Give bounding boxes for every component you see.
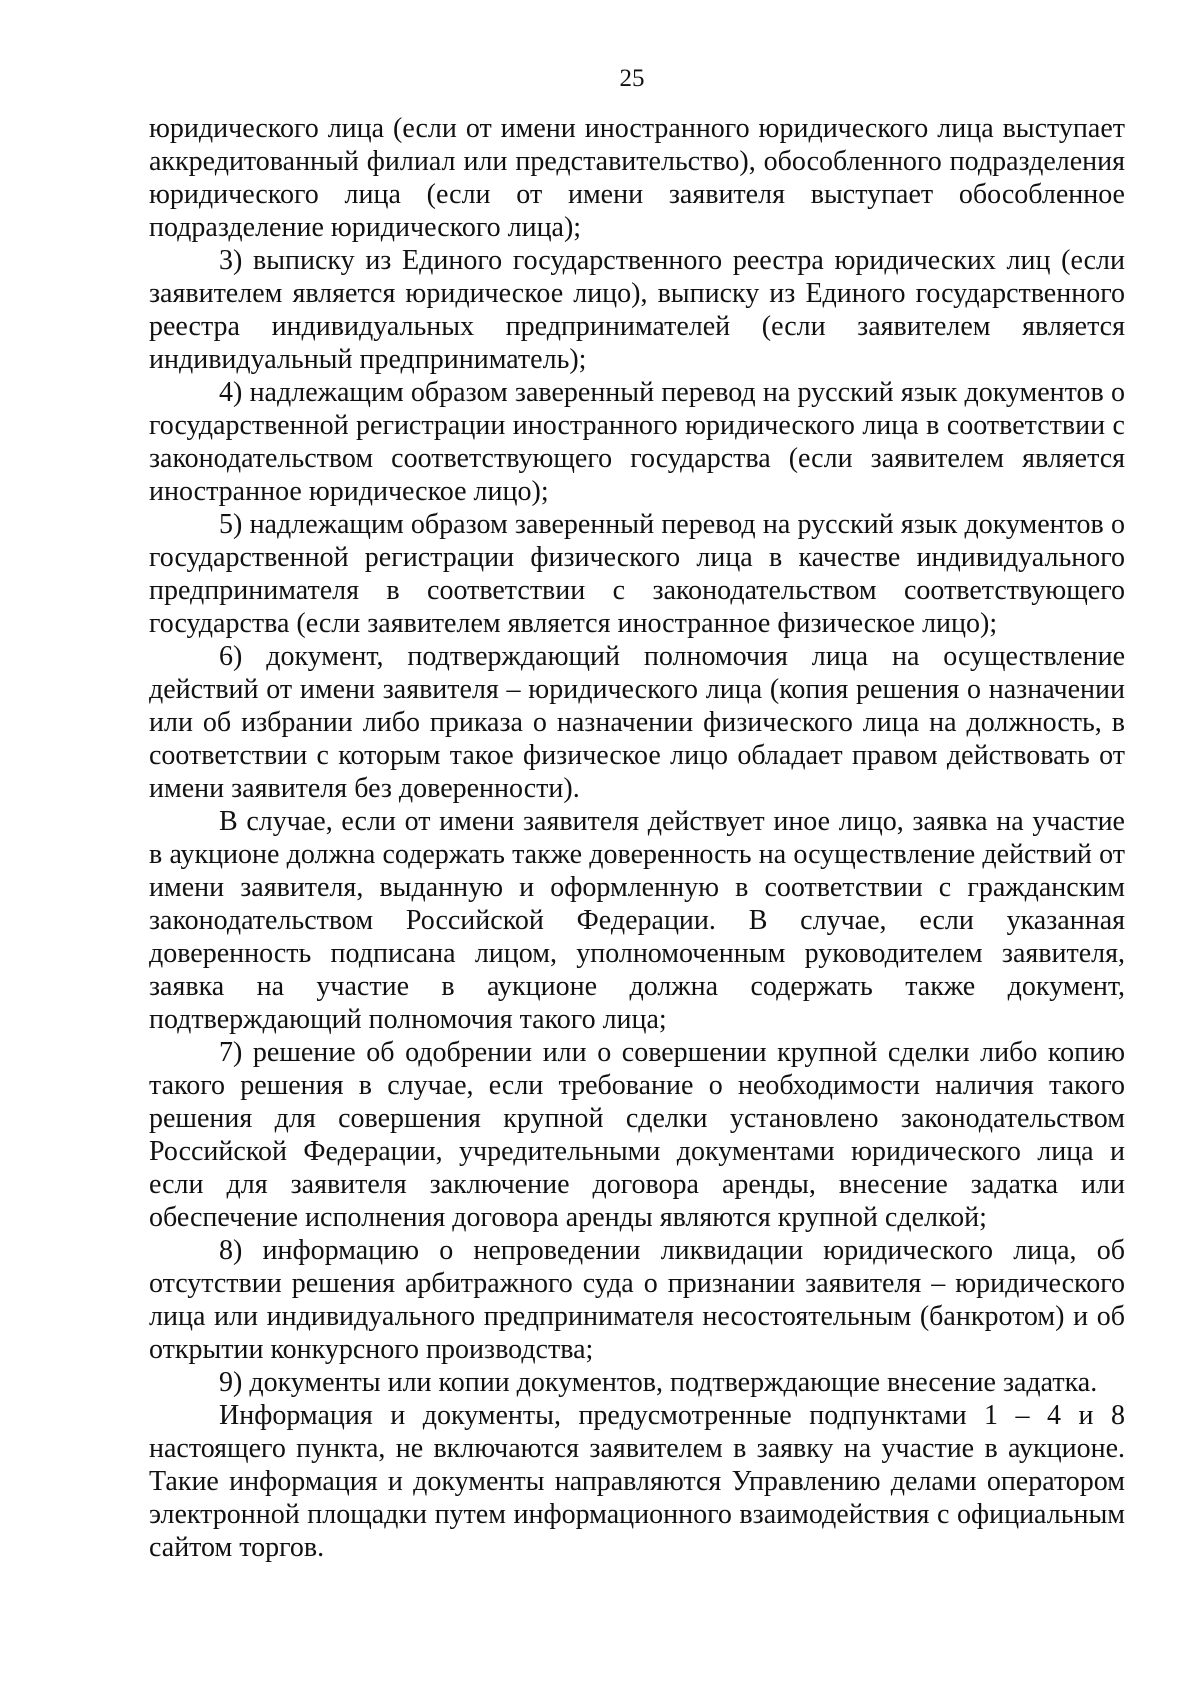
paragraph-item-9: 9) документы или копии документов, подтверждающие внесение задатка.	[219, 1367, 1098, 1398]
paragraph-item-8: 8) информацию о непроведении ликвидации юридического лица, об отсутствии решения арбитражного суда о признании заявителя – юридического лица или индивидуального предпринимателя несостоятельным (банкротом) и об открытии конкурсного производства;	[149, 1235, 1125, 1365]
paragraph-item-5: 5) надлежащим образом заверенный перевод на русский язык документов о государственной регистрации физического лица в качестве индивидуального предпринимателя в соответствии с законодательством соответствующего государства (если заявителем является иностранное физическое лицо);	[149, 509, 1125, 639]
paragraph-item-6: 6) документ, подтверждающий полномочия лица на осуществление действий от имени заявителя – юридического лица (копия решения о назначении или об избрании либо приказа о назначении физического лица на должность, в соответствии с которым такое физическое лицо обладает правом действовать от имени заявителя без доверенности).	[149, 641, 1125, 804]
paragraph-item-3: 3) выписку из Единого государственного реестра юридических лиц (если заявителем является юридическое лицо), выписку из Единого государственного реестра индивидуальных предпринимателей (если заявителем является индивидуальный предприниматель);	[149, 245, 1125, 375]
paragraph-continuation: юридического лица (если от имени иностранного юридического лица выступает аккредитованный филиал или представительство), обособленного подразделения юридического лица (если от имени заявителя выступает обособленное подразделение юридического лица);	[149, 113, 1125, 243]
paragraph-proxy-note: В случае, если от имени заявителя действует иное лицо, заявка на участие в аукционе должна содержать также доверенность на осуществление действий от имени заявителя, выданную и оформленную в соответствии с гражданским законодательством Российской Федерации. В случае, если указанная доверенность подписана лицом, уполномоченным руководителем заявителя, заявка на участие в аукционе должна содержать также документ, подтверждающий полномочия такого лица;	[149, 806, 1125, 1035]
paragraph-item-4: 4) надлежащим образом заверенный перевод на русский язык документов о государственной регистрации иностранного юридического лица в соответствии с законодательством соответствующего государства (если заявителем является иностранное юридическое лицо);	[149, 377, 1125, 507]
paragraph-item-7: 7) решение об одобрении или о совершении крупной сделки либо копию такого решения в случае, если требование о необходимости наличия такого решения для совершения крупной сделки установлено законодательством Российской Федерации, учредительными документами юридического лица и если для заявителя заключение договора аренды, внесение задатка или обеспечение исполнения договора аренды являются крупной сделкой;	[149, 1037, 1125, 1233]
page-number: 25	[619, 65, 645, 92]
paragraph-final-note: Информация и документы, предусмотренные подпунктами 1 – 4 и 8 настоящего пункта, не включаются заявителем в заявку на участие в аукционе. Такие информация и документы направляются Управлению делами оператором электронной площадки путем информационного взаимодействия с официальным сайтом торгов.	[149, 1400, 1125, 1563]
document-body	[149, 112, 1125, 1564]
